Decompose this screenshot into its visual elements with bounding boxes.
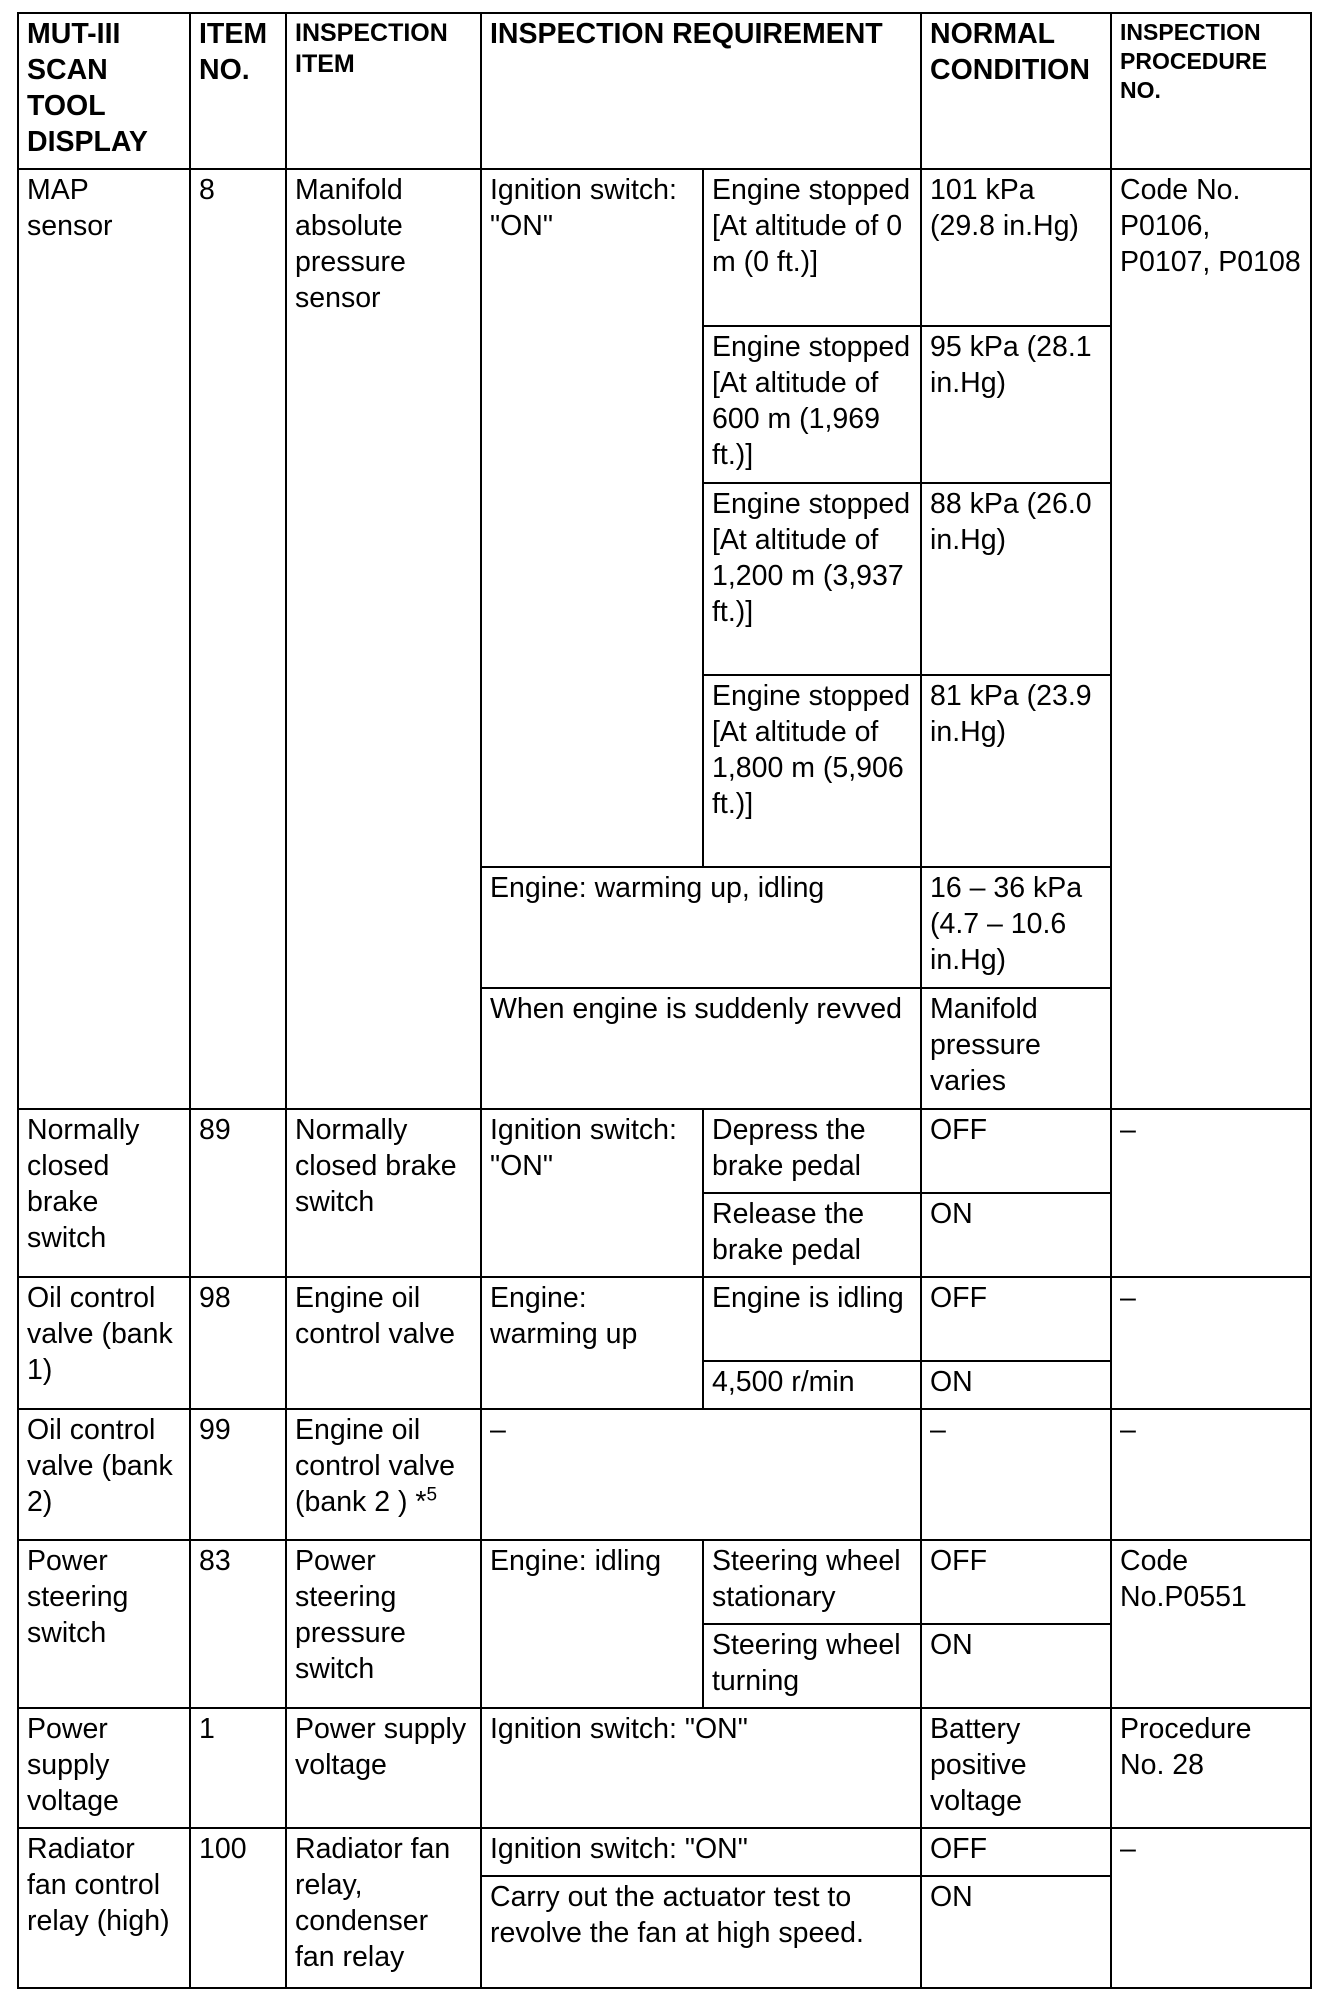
- cell-req-ps: Engine: idling: [481, 1540, 703, 1708]
- cell-normal-ps-stationary: OFF: [921, 1540, 1111, 1624]
- cell-item-no-brake: 89: [190, 1109, 286, 1277]
- cell-normal-map-revved: Manifold pressure varies: [921, 988, 1111, 1109]
- table-row-brake-depress: [18, 1109, 1311, 1193]
- cell-cond-ocv1-idling: Engine is idling: [703, 1277, 921, 1361]
- cell-req-fan-actuator: Carry out the actuator test to revolve the fan at high speed.: [481, 1876, 921, 1988]
- cell-cond-map-1200m: Engine stopped [At altitude of 1,200 m (3,937 ft.)]: [703, 483, 921, 675]
- cell-cond-map-1800m: Engine stopped [At altitude of 1,800 m (5,906 ft.)]: [703, 675, 921, 867]
- header-inspection-requirement: INSPECTION REQUIREMENT: [481, 13, 921, 169]
- cell-normal-ocv1-idling: OFF: [921, 1277, 1111, 1361]
- cell-normal-map-1200m: 88 kPa (26.0 in.Hg): [921, 483, 1111, 675]
- inspection-table-container: [17, 12, 1312, 1989]
- cell-item-fan: Radiator fan relay, condenser fan relay: [286, 1828, 481, 1988]
- header-scan-tool-display: MUT-III SCAN TOOL DISPLAY: [18, 13, 190, 169]
- cell-normal-brake-release: ON: [921, 1193, 1111, 1277]
- cell-normal-ocv2: –: [921, 1409, 1111, 1540]
- cell-item-no-ps: 83: [190, 1540, 286, 1708]
- cell-item-ocv2-text: Engine oil control valve (bank 2 ) *: [295, 1414, 455, 1518]
- cell-procedure-ocv1: –: [1111, 1277, 1311, 1409]
- cell-normal-map-idling: 16 – 36 kPa (4.7 – 10.6 in.Hg): [921, 867, 1111, 988]
- cell-item-no-ocv2: 99: [190, 1409, 286, 1540]
- cell-normal-ps-turning: ON: [921, 1624, 1111, 1708]
- cell-item-ocv2-footnote: 5: [426, 1484, 438, 1506]
- cell-item-ocv2: [286, 1409, 481, 1540]
- cell-procedure-ps: Code No.P0551: [1111, 1540, 1311, 1708]
- cell-item-no-map: 8: [190, 169, 286, 1109]
- table-row-ocv2: [18, 1409, 1311, 1540]
- cell-normal-brake-depress: OFF: [921, 1109, 1111, 1193]
- cell-item-no-ocv1: 98: [190, 1277, 286, 1409]
- cell-procedure-map: Code No. P0106, P0107, P0108: [1111, 169, 1311, 1109]
- table-row-map-0m: [18, 169, 1311, 326]
- cell-item-no-psv: 1: [190, 1708, 286, 1828]
- table-row-fan-ignition: [18, 1828, 1311, 1876]
- cell-cond-map-0m: Engine stopped [At altitude of 0 m (0 ft.)]: [703, 169, 921, 326]
- cell-req-map-ignition: Ignition switch: "ON": [481, 169, 703, 867]
- cell-display-psv: Power supply voltage: [18, 1708, 190, 1828]
- cell-req-map-revved: When engine is suddenly revved: [481, 988, 921, 1109]
- cell-normal-map-600m: 95 kPa (28.1 in.Hg): [921, 326, 1111, 483]
- cell-normal-ocv1-4500: ON: [921, 1361, 1111, 1409]
- header-item-no: ITEM NO.: [190, 13, 286, 169]
- cell-procedure-psv: Procedure No. 28: [1111, 1708, 1311, 1828]
- cell-item-no-fan: 100: [190, 1828, 286, 1988]
- header-normal-condition: NORMAL CONDITION: [921, 13, 1111, 169]
- cell-item-brake: Normally closed brake switch: [286, 1109, 481, 1277]
- cell-req-ocv1: Engine: warming up: [481, 1277, 703, 1409]
- cell-procedure-brake: –: [1111, 1109, 1311, 1277]
- header-row: [18, 13, 1311, 169]
- cell-normal-fan-ignition: OFF: [921, 1828, 1111, 1876]
- cell-display-ocv2: Oil control valve (bank 2): [18, 1409, 190, 1540]
- cell-req-fan-ignition: Ignition switch: "ON": [481, 1828, 921, 1876]
- cell-normal-map-0m: 101 kPa (29.8 in.Hg): [921, 169, 1111, 326]
- table-row-ps-stationary: [18, 1540, 1311, 1624]
- cell-item-ocv1: Engine oil control valve: [286, 1277, 481, 1409]
- cell-display-fan: Radiator fan control relay (high): [18, 1828, 190, 1988]
- cell-item-ps: Power steering pressure switch: [286, 1540, 481, 1708]
- cell-item-psv: Power supply voltage: [286, 1708, 481, 1828]
- cell-req-brake: Ignition switch: "ON": [481, 1109, 703, 1277]
- cell-req-ocv2: –: [481, 1409, 921, 1540]
- cell-cond-brake-depress: Depress the brake pedal: [703, 1109, 921, 1193]
- cell-cond-ps-stationary: Steering wheel stationary: [703, 1540, 921, 1624]
- cell-req-psv: Ignition switch: "ON": [481, 1708, 921, 1828]
- header-inspection-procedure-no: INSPECTION PROCEDURE NO.: [1111, 13, 1311, 169]
- table-row-ocv1-idling: [18, 1277, 1311, 1361]
- cell-display-map: MAP sensor: [18, 169, 190, 1109]
- cell-cond-ps-turning: Steering wheel turning: [703, 1624, 921, 1708]
- header-inspection-item: INSPECTION ITEM: [286, 13, 481, 169]
- cell-cond-ocv1-4500: 4,500 r/min: [703, 1361, 921, 1409]
- cell-display-ocv1: Oil control valve (bank 1): [18, 1277, 190, 1409]
- inspection-table: [17, 12, 1312, 1989]
- table-row-psv: [18, 1708, 1311, 1828]
- cell-display-ps: Power steering switch: [18, 1540, 190, 1708]
- cell-item-map: Manifold absolute pressure sensor: [286, 169, 481, 1109]
- cell-normal-fan-actuator: ON: [921, 1876, 1111, 1988]
- cell-cond-brake-release: Release the brake pedal: [703, 1193, 921, 1277]
- cell-procedure-ocv2: –: [1111, 1409, 1311, 1540]
- cell-display-brake: Normally closed brake switch: [18, 1109, 190, 1277]
- cell-req-map-idling: Engine: warming up, idling: [481, 867, 921, 988]
- cell-normal-map-1800m: 81 kPa (23.9 in.Hg): [921, 675, 1111, 867]
- cell-normal-psv: Battery positive voltage: [921, 1708, 1111, 1828]
- cell-cond-map-600m: Engine stopped [At altitude of 600 m (1,969 ft.)]: [703, 326, 921, 483]
- cell-procedure-fan: –: [1111, 1828, 1311, 1988]
